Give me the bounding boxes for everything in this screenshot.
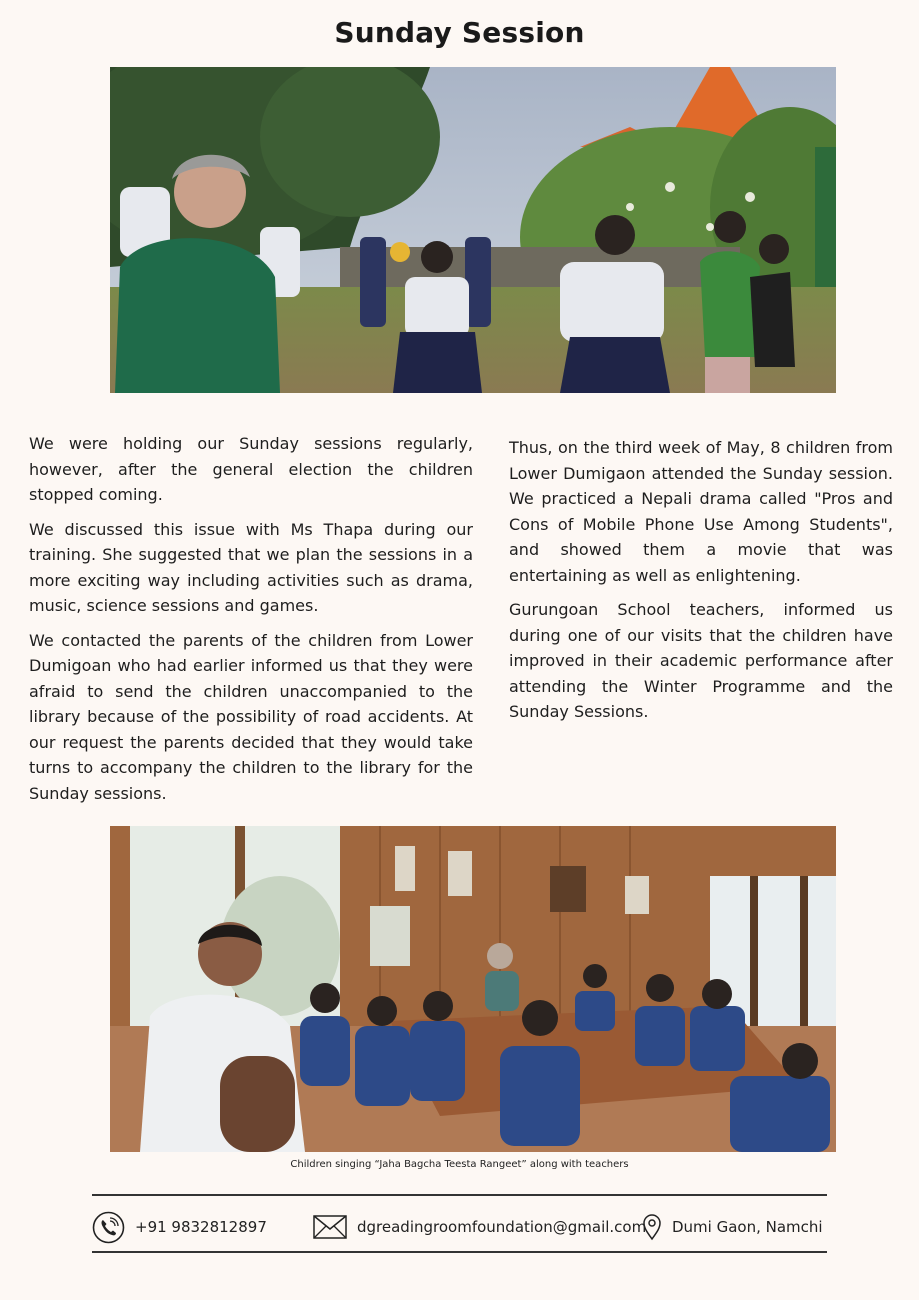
footer-divider	[92, 1194, 827, 1196]
library-classroom-photo	[110, 826, 836, 1152]
footer-location	[642, 1210, 823, 1244]
paragraph: Thus, on the third week of May, 8 children from Lower Dumigaon attended the Sunday session. We practiced a Nepali drama called "Pros and Cons of Mobile Phone Use Among Students", and showed them a movie that was entertaining as well as enlightening.	[509, 438, 893, 585]
location-pin-icon	[642, 1213, 662, 1241]
paragraph: Gurungoan School teachers, informed us during one of our visits that the children have improved in their academic performance after attending the Winter Programme and the Sunday Sessions.	[509, 600, 893, 721]
outdoor-group-photo	[110, 67, 836, 393]
phone-icon	[92, 1211, 125, 1244]
footer-phone[interactable]	[92, 1210, 267, 1244]
phone-number: +91 9832812897	[135, 1218, 267, 1236]
footer-divider	[92, 1251, 827, 1253]
mail-icon	[313, 1215, 347, 1239]
page-title: Sunday Session	[334, 16, 585, 49]
paragraph: We discussed this issue with Ms Thapa during our training. She suggested that we plan the sessions in a more exciting way including activities such as drama, music, science sessions and games.	[29, 519, 473, 615]
right-text-column	[509, 435, 893, 734]
paragraph: We contacted the parents of the children from Lower Dumigoan who had earlier informed us that they were afraid to send the children unaccompanied to the library because of the possibility of road accidents. At our request the parents decided that they would take turns to accompany the children to the library for the Sunday sessions.	[29, 630, 473, 803]
paragraph: We were holding our Sunday sessions regularly, however, after the general election the children stopped coming.	[29, 434, 473, 504]
footer-email[interactable]	[313, 1210, 646, 1244]
location-text: Dumi Gaon, Namchi	[672, 1218, 823, 1236]
photo-caption: Children singing “Jaha Bagcha Teesta Rangeet” along with teachers	[290, 1159, 629, 1170]
left-text-column	[29, 431, 473, 815]
email-address: dgreadingroomfoundation@gmail.com	[357, 1218, 647, 1236]
